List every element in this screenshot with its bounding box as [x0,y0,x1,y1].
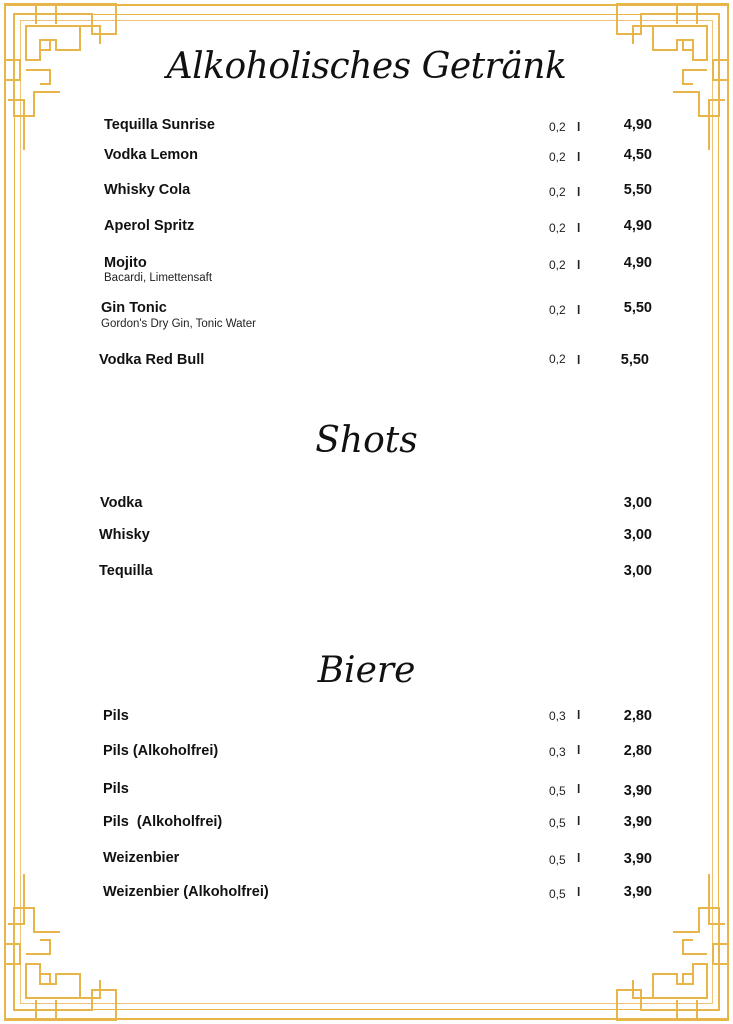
item-name: Pils [103,781,129,797]
item-price: 5,50 [620,352,649,368]
menu-item [0,352,733,392]
item-unit: l [577,258,581,272]
item-price: 5,50 [623,182,652,198]
item-volume: 0,5 [549,887,566,901]
item-unit: l [577,303,581,317]
menu-item [0,182,733,222]
item-name: Vodka Red Bull [99,352,205,368]
item-volume: 0,2 [549,258,566,272]
item-unit: l [577,185,581,199]
item-price: 3,00 [623,527,652,543]
item-price: 4,90 [623,117,652,133]
item-price: 3,00 [623,495,652,511]
item-name: Vodka Lemon [104,147,198,163]
item-price: 3,90 [623,783,652,799]
item-price: 4,90 [623,255,652,271]
item-unit: l [577,782,581,796]
item-name: Whisky [99,527,150,543]
item-name: Tequilla Sunrise [104,117,215,133]
item-name: Whisky Cola [104,182,191,198]
item-name: Pils [103,708,129,724]
menu-item [0,218,733,258]
menu-item [0,743,733,783]
menu-item [0,884,733,924]
section-title-alkoholisch: Alkoholisches Getränk [166,46,567,87]
item-price: 3,90 [623,851,652,867]
item-unit: l [577,150,581,164]
item-volume: 0,2 [549,221,566,235]
item-name: Mojito [104,255,147,271]
item-name: Pils (Alkoholfrei) [103,743,219,759]
item-price: 3,00 [623,563,652,579]
item-name: Gin Tonic [101,300,167,316]
item-description: Bacardi, Limettensaft [104,272,213,284]
item-name: Weizenbier (Alkoholfrei) [103,884,269,900]
item-price: 2,80 [623,743,652,759]
section-title-shots: Shots [315,420,418,461]
menu-item [0,255,733,295]
item-unit: l [577,708,581,722]
item-price: 4,90 [623,218,652,234]
item-price: 2,80 [623,708,652,724]
item-name: Weizenbier [103,850,180,866]
item-unit: l [577,743,581,757]
item-volume: 0,3 [549,745,566,759]
menu-item [0,814,733,854]
item-price: 5,50 [623,300,652,316]
menu-item [0,563,733,603]
item-price: 3,90 [623,884,652,900]
item-name: Tequilla [99,563,153,579]
item-price: 4,50 [623,147,652,163]
menu-item [0,147,733,187]
item-unit: l [577,221,581,235]
item-unit: l [577,814,581,828]
item-volume: 0,3 [549,709,566,723]
item-price: 3,90 [623,814,652,830]
menu-item [0,708,733,748]
menu-item [0,527,733,567]
section-title-biere: Biere [317,650,416,691]
item-volume: 0,5 [549,853,566,867]
item-name: Aperol Spritz [104,218,195,234]
menu-item [0,300,733,340]
item-description: Gordon's Dry Gin, Tonic Water [101,318,256,330]
item-name: Pils (Alkoholfrei) [103,814,223,830]
item-unit: l [577,120,581,134]
item-unit: l [577,851,581,865]
item-volume: 0,2 [549,352,566,366]
item-unit: l [577,353,581,367]
item-volume: 0,2 [549,185,566,199]
item-volume: 0,2 [549,303,566,317]
item-volume: 0,5 [549,816,566,830]
item-volume: 0,5 [549,784,566,798]
item-volume: 0,2 [549,120,566,134]
item-unit: l [577,885,581,899]
item-volume: 0,2 [549,150,566,164]
item-name: Vodka [100,495,143,511]
